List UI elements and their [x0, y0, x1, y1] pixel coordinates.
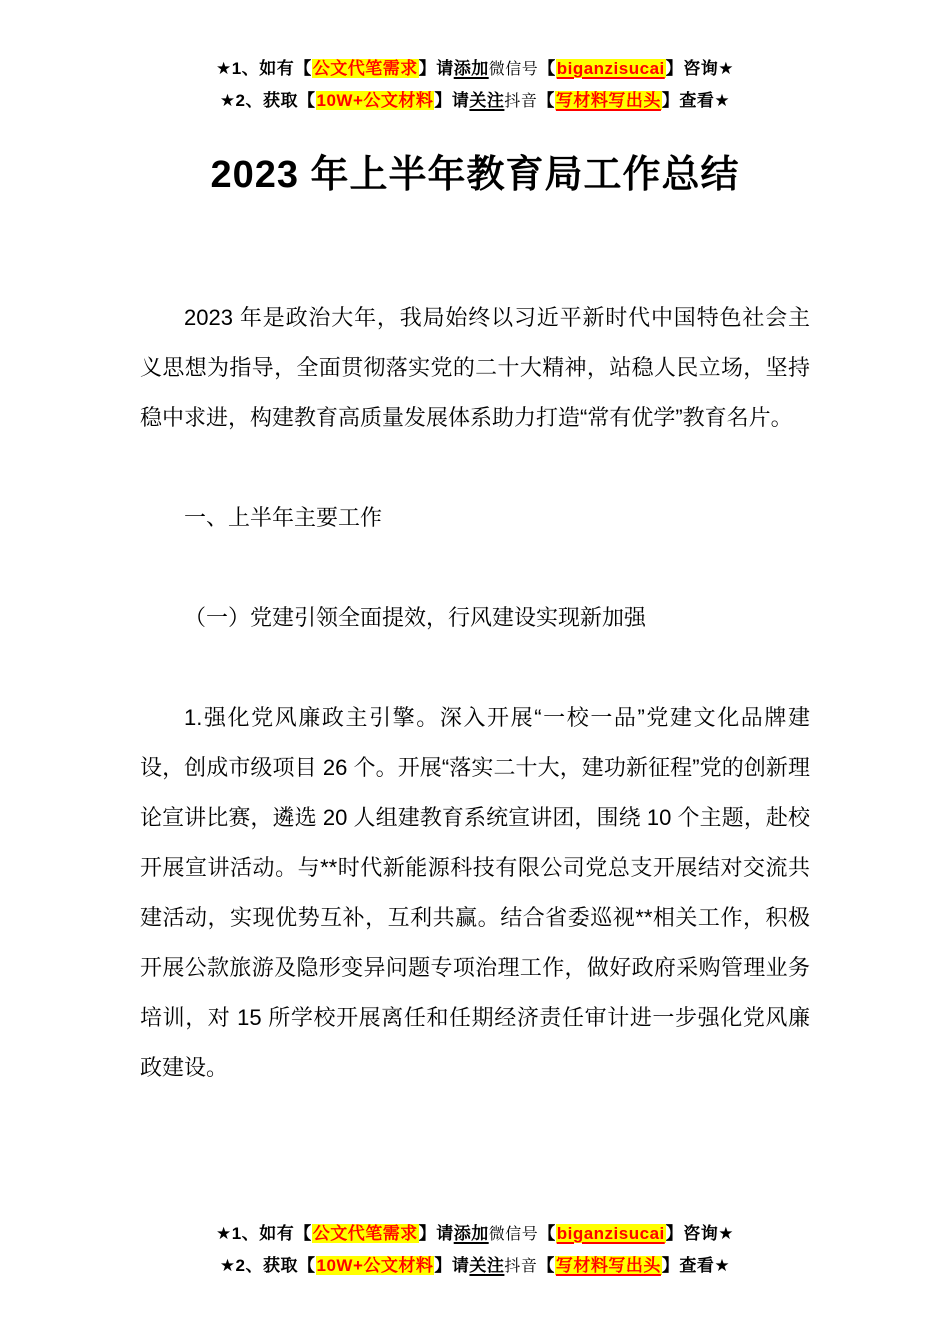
promo-banner-line-1 — [0, 1218, 950, 1250]
promo-text-segment: 写材料写出头 — [555, 91, 661, 110]
promo-text-segment: 抖音 — [504, 1258, 538, 1275]
promo-text-segment: 】请 — [418, 59, 454, 78]
promo-text-segment: 】请 — [418, 1224, 454, 1243]
promo-text-segment: 写材料写出头 — [555, 1256, 661, 1275]
promo-text-segment: biganzisucai — [556, 59, 665, 78]
promo-text-segment: 10W+公文材料 — [316, 1256, 434, 1275]
promo-text-segment: 【 — [538, 1224, 556, 1243]
promo-text-segment: 添加 — [453, 1224, 489, 1243]
promo-banner-line-2 — [0, 1250, 950, 1282]
promo-banner-bottom — [0, 1218, 950, 1282]
promo-text-segment: 微信号 — [488, 1226, 539, 1243]
promo-text-segment: ★1、如有【 — [216, 1224, 312, 1243]
document-content — [140, 293, 810, 1093]
promo-banner-line-2 — [0, 85, 950, 117]
promo-text-segment: biganzisucai — [556, 1224, 665, 1243]
promo-text-segment: 【 — [537, 91, 555, 110]
promo-text-segment: 关注 — [469, 91, 505, 110]
promo-text-segment: 【 — [537, 1256, 555, 1275]
promo-banner-line-1 — [0, 53, 950, 85]
promo-text-segment: 公文代笔需求 — [312, 59, 418, 78]
promo-text-segment: 公文代笔需求 — [312, 1224, 418, 1243]
intro-paragraph: 2023 年是政治大年，我局始终以习近平新时代中国特色社会主义思想为指导，全面贯彻落实党的二十大精神，站稳人民立场，坚持稳中求进，构建教育高质量发展体系助力打造“常有优学”教育名片。 — [140, 305, 810, 430]
document-title: 2023 年上半年教育局工作总结 — [210, 154, 740, 196]
promo-text-segment: 10W+公文材料 — [316, 91, 434, 110]
promo-banner-top — [0, 0, 950, 117]
promo-text-segment: 】请 — [434, 91, 470, 110]
promo-text-segment: 微信号 — [488, 61, 539, 78]
promo-text-segment: ★2、获取【 — [219, 91, 316, 110]
promo-text-segment: 】查看★ — [661, 91, 731, 110]
promo-text-segment: 】咨询★ — [665, 1224, 734, 1243]
promo-text-segment: ★1、如有【 — [216, 59, 312, 78]
promo-text-segment: 关注 — [469, 1256, 505, 1275]
promo-text-segment: 添加 — [453, 59, 489, 78]
promo-text-segment: 】查看★ — [661, 1256, 731, 1275]
promo-text-segment: 【 — [538, 59, 556, 78]
body-paragraph-1: 1.强化党风廉政主引擎。深入开展“一校一品”党建文化品牌建设，创成市级项目 26 个。开展“落实二十大，建功新征程”党的创新理论宣讲比赛，遴选 20 人组建教育系统宣讲团，围绕 10 个主题，赴校开展宣讲活动。与**时代新能源科技有限公司党总支开展结对交流共建活动，实现优势互补，互利共赢。结合省委巡视**相关工作，积极开展公款旅游及隐形变异问题专项治理工作，做好政府采购管理业务培训，对 15 所学校开展离任和任期经济责任审计进一步强化党风廉政建设。 — [140, 705, 810, 1080]
promo-text-segment: 】请 — [434, 1256, 470, 1275]
promo-text-segment: 抖音 — [504, 93, 538, 110]
promo-text-segment: ★2、获取【 — [219, 1256, 316, 1275]
subsection-heading-1-1: （一）党建引领全面提效，行风建设实现新加强 — [184, 605, 647, 630]
promo-text-segment: 】咨询★ — [665, 59, 734, 78]
section-heading-1: 一、上半年主要工作 — [184, 505, 383, 530]
